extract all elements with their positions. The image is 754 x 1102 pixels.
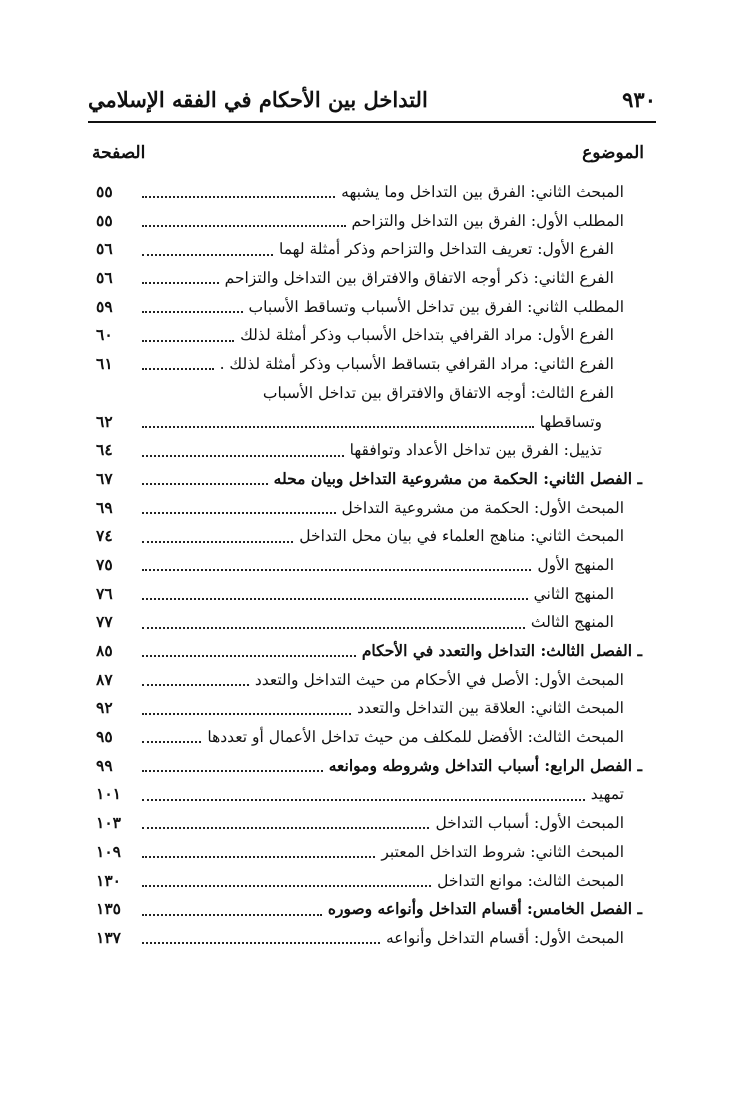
toc-entry-title: المبحث الثاني: مناهج العلماء في بيان محل التداخل [299, 527, 624, 546]
toc-entry-title: ـ الفصل الثاني: الحكمة من مشروعية التداخل وبيان محله [273, 468, 642, 488]
toc-entry-title: تذييل: الفرق بين تداخل الأعداد وتوافقها [349, 441, 602, 460]
toc-entry-title: المبحث الثاني: شروط التداخل المعتبر [381, 842, 624, 861]
toc-entry-title: المبحث الأول: الحكمة من مشروعية التداخل [341, 498, 624, 517]
toc-entry-page: ٦٩ [96, 497, 113, 517]
toc-entry [96, 551, 642, 580]
column-headers [92, 138, 644, 168]
toc-entry-title: المبحث الثاني: الفرق بين التداخل وما يشبهه [341, 183, 624, 201]
dot-leader [142, 569, 531, 571]
toc-entry-page: ٦٤ [96, 440, 113, 460]
toc-entry [96, 580, 642, 609]
toc-entry [96, 666, 642, 695]
toc-entry-title: الفرع الأول: مراد القرافي بتداخل الأسباب وذكر أمثلة لذلك [240, 326, 614, 345]
dot-leader [142, 368, 214, 370]
toc-entry [96, 235, 642, 264]
toc-entry-page: ٦٧ [96, 468, 113, 488]
toc-entry-title: المنهج الثالث [530, 613, 614, 632]
dot-leader [142, 827, 429, 829]
dot-leader [142, 311, 243, 313]
toc-entry-title: المبحث الأول: الأصل في الأحكام من حيث التداخل والتعدد [254, 670, 624, 689]
toc-entry [96, 321, 642, 350]
toc-entry [96, 379, 642, 408]
toc-entry-page: ٩٩ [96, 755, 113, 775]
toc-entry [96, 694, 642, 723]
toc-entry-title: ـ الفصل الثالث: التداخل والتعدد في الأحكام [361, 641, 642, 660]
dot-leader [142, 856, 375, 858]
toc-entry [96, 637, 642, 666]
dot-leader [142, 455, 344, 457]
toc-entry-page: ٦٢ [96, 411, 113, 431]
toc-entry-page: ١٣٠ [96, 870, 121, 890]
dot-leader [142, 799, 585, 801]
toc-entry-page: ٦٠ [96, 325, 113, 345]
dot-leader [142, 684, 249, 686]
toc-entry-page: ١٣٧ [96, 927, 121, 947]
toc-entry-page: ٧٦ [96, 583, 113, 603]
running-title: التداخل بين الأحكام في الفقه الإسلامي [88, 86, 428, 112]
toc-entry-page: ١٣٥ [96, 899, 121, 919]
toc-entry-page: ٨٧ [96, 669, 113, 689]
dot-leader [142, 627, 525, 629]
page-number: ٩٣٠ [622, 86, 656, 112]
toc-entry [96, 350, 642, 379]
dot-leader [142, 885, 431, 887]
toc-entry-title: الفرع الثاني: مراد القرافي بتساقط الأسباب وذكر أمثلة لذلك . [219, 355, 614, 374]
dot-leader [142, 254, 273, 256]
toc-entry [96, 408, 642, 437]
dot-leader [142, 942, 380, 944]
toc-entry [96, 293, 642, 322]
toc-entry-title: المطلب الثاني: الفرق بين تداخل الأسباب وتساقط الأسباب [248, 297, 624, 316]
dot-leader [142, 770, 323, 772]
toc-entry-title: المبحث الأول: أقسام التداخل وأنواعه [385, 928, 624, 947]
toc-entry-title: ـ الفصل الرابع: أسباب التداخل وشروطه وموانعه [328, 755, 642, 775]
toc-entry-page: ١٠٩ [96, 841, 121, 861]
toc-entry [96, 924, 642, 953]
toc-entry-title: المنهج الثاني [533, 584, 614, 603]
dot-leader [142, 196, 335, 198]
toc-entry [96, 608, 642, 637]
toc-entry [96, 752, 642, 781]
toc-entry-page: ٦١ [96, 354, 113, 374]
toc-entry [96, 895, 642, 924]
toc-entry [96, 494, 642, 523]
toc-entry-title: وتساقطها [539, 412, 602, 431]
toc-entry [96, 178, 642, 207]
dot-leader [142, 483, 268, 485]
dot-leader [142, 914, 322, 916]
dot-leader [142, 512, 336, 514]
toc-entry-page: ٩٥ [96, 727, 113, 747]
toc-entry-title: المبحث الأول: أسباب التداخل [435, 814, 624, 833]
toc-entry-title: المنهج الأول [537, 555, 614, 574]
header-rule [88, 121, 656, 123]
toc-entry-page: ٥٥ [96, 210, 113, 230]
toc-entries [96, 178, 642, 953]
toc-entry-title: المبحث الثالث: الأفضل للمكلف من حيث تداخل الأعمال أو تعددها [207, 728, 624, 747]
toc-entry-page: ١٠٣ [96, 813, 121, 833]
running-header [88, 82, 656, 116]
toc-entry [96, 436, 642, 465]
toc-entry-page: ٧٧ [96, 612, 113, 632]
toc-entry-title: الفرع الأول: تعريف التداخل والتزاحم وذكر أمثلة لهما [279, 240, 614, 259]
toc-entry-title: الفرع الثالث: أوجه الاتفاق والافتراق بين تداخل الأسباب [262, 383, 614, 402]
page-column-header: الصفحة [92, 143, 146, 163]
toc-entry-page: ١٠١ [96, 784, 121, 804]
toc-entry [96, 838, 642, 867]
dot-leader [142, 282, 219, 284]
toc-entry-title: الفرع الثاني: ذكر أوجه الاتفاق والافتراق بين التداخل والتزاحم [224, 269, 614, 288]
toc-entry [96, 207, 642, 236]
toc-entry-page: ٥٥ [96, 182, 113, 201]
toc-entry [96, 522, 642, 551]
dot-leader [142, 225, 346, 227]
toc-entry-title: المبحث الثالث: موانع التداخل [437, 871, 624, 890]
toc-entry-page: ٥٦ [96, 268, 113, 288]
toc-entry-page: ٥٦ [96, 239, 113, 259]
toc-entry-page: ٥٩ [96, 296, 113, 316]
toc-entry-title: تمهيد [590, 785, 624, 804]
dot-leader [142, 541, 293, 543]
toc-entry-page: ٩٢ [96, 698, 113, 718]
dot-leader [142, 713, 351, 715]
toc-entry-page: ٧٤ [96, 526, 113, 546]
dot-leader [142, 655, 356, 657]
toc-entry-page: ٨٥ [96, 641, 113, 660]
dot-leader [142, 340, 234, 342]
toc-entry-title: المبحث الثاني: العلاقة بين التداخل والتعدد [357, 699, 624, 718]
toc-entry [96, 723, 642, 752]
topic-column-header: الموضوع [582, 143, 644, 163]
toc-entry [96, 809, 642, 838]
toc-entry-title: ـ الفصل الخامس: أقسام التداخل وأنواعه وصوره [327, 899, 642, 919]
toc-entry [96, 264, 642, 293]
toc-entry-page: ٧٥ [96, 554, 113, 574]
toc-entry-title: المطلب الأول: الفرق بين التداخل والتزاحم [351, 211, 624, 230]
toc-entry [96, 465, 642, 494]
toc-entry [96, 780, 642, 809]
dot-leader [142, 426, 534, 428]
dot-leader [142, 598, 528, 600]
dot-leader [142, 741, 201, 743]
toc-entry [96, 867, 642, 896]
